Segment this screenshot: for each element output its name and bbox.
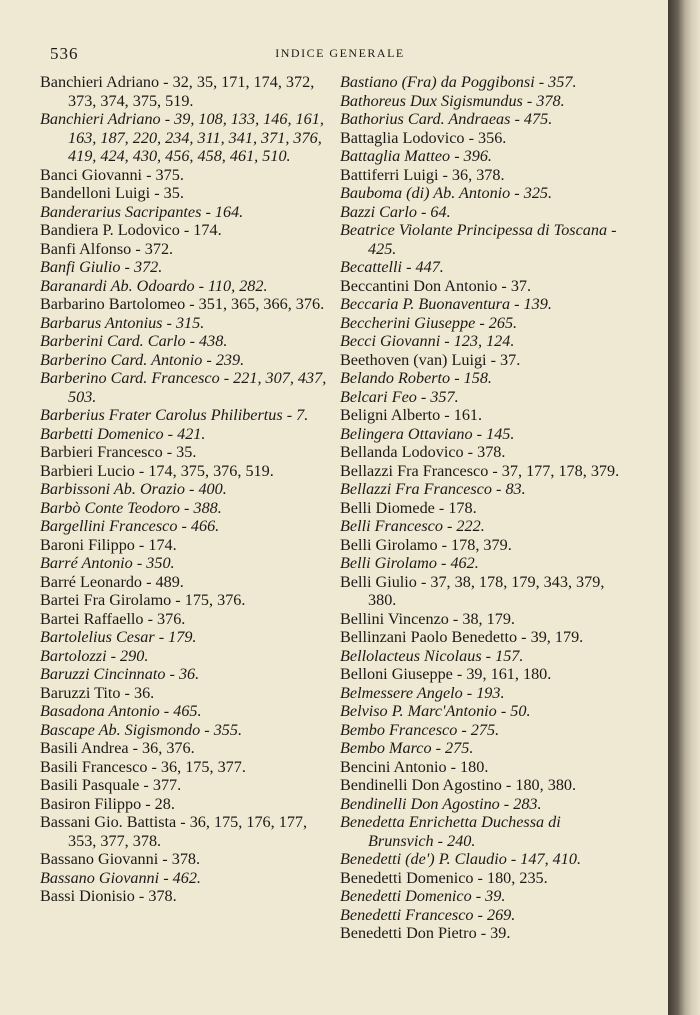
index-entry: Becci Giovanni - 123, 124. [340,332,515,350]
index-entry: Bathorius Card. Andraeas - 475. [340,110,553,128]
index-entry: Bastiano (Fra) da Poggibonsi - 357. [340,73,577,91]
index-entry: Banfi Alfonso - 372. [40,239,174,258]
index-entry: Barbissoni Ab. Orazio - 400. [40,480,227,498]
index-entry: Battaglia Lodovico - 356. [340,128,507,147]
index-column-right [340,73,628,943]
index-entry: Bellinzani Paolo Benedetto - 39, 179. [340,628,584,646]
index-entry: Baranardi Ab. Odoardo - 110, 282. [40,276,268,295]
index-entry: Bellazzi Fra Francesco - 83. [340,480,526,498]
index-entry: Barbieri Francesco - 35. [40,443,197,461]
index-column-left [40,73,328,906]
index-entry: Bembo Marco - 275. [340,739,474,757]
index-entry: Barbetti Domenico - 421. [40,424,206,443]
index-entry: Belloni Giuseppe - 39, 161, 180. [340,665,552,683]
index-entry: Belli Diomede - 178. [340,498,477,517]
index-entry: Barberini Card. Carlo - 438. [40,332,228,350]
index-entry: Bassano Giovanni - 462. [40,868,201,887]
index-entry: Basili Francesco - 36, 175, 377. [40,757,246,776]
index-entry: Bassani Gio. Battista - 36, 175, 176, 177, 353, 377, 378. [40,813,308,850]
index-entry: Belando Roberto - 158. [340,369,492,387]
index-entry: Banchieri Adriano - 32, 35, 171, 174, 372, 373, 374, 375, 519. [40,73,315,110]
index-entry: Baruzzi Cincinnato - 36. [40,665,200,683]
index-entry: Becattelli - 447. [340,258,444,276]
index-entry: Beethoven (van) Luigi - 37. [340,350,521,369]
index-entry: Bandiera P. Lodovico - 174. [40,221,222,239]
index-entry: Banchieri Adriano - 39, 108, 133, 146, 161, 163, 187, 220, 234, 311, 341, 371, 376, 419, 424, 430, 456, 458, 461, 510. [40,110,324,165]
index-entry: Benedetti Don Pietro - 39. [340,924,511,942]
index-entry: Barré Leonardo - 489. [40,572,184,591]
index-entry: Bartei Raffaello - 376. [40,609,186,628]
index-entry: Bendinelli Don Agostino - 283. [340,794,542,813]
index-entry: Barbarino Bartolomeo - 351, 365, 366, 376. [40,295,325,313]
index-entry: Barré Antonio - 350. [40,554,175,572]
index-entry: Basadona Antonio - 465. [40,702,202,720]
index-entry: Bembo Francesco - 275. [340,720,500,739]
index-entry: Barbò Conte Teodoro - 388. [40,498,222,517]
index-entry: Belmessere Angelo - 193. [340,683,505,702]
index-entry: Bendinelli Don Agostino - 180, 380. [340,776,577,794]
index-entry: Bellolacteus Nicolaus - 157. [340,646,524,665]
index-entry: Belviso P. Marc'Antonio - 50. [340,702,531,720]
index-entry: Baruzzi Tito - 36. [40,683,155,702]
index-entry: Beatrice Violante Principessa di Toscana - 425. [340,221,617,258]
index-entry: Benedetti (de') P. Claudio - 147, 410. [340,850,581,868]
index-entry: Belli Girolamo - 462. [340,554,479,572]
index-entry: Bargellini Francesco - 466. [40,517,220,535]
index-entry: Bandelloni Luigi - 35. [40,184,184,202]
index-entry: Battaglia Matteo - 396. [340,147,492,165]
index-entry: Beccaria P. Buonaventura - 139. [340,295,552,313]
running-head [50,44,630,64]
index-entry: Belli Giulio - 37, 38, 178, 179, 343, 379, 380. [340,572,605,609]
index-entry: Bellanda Lodovico - 378. [340,443,506,461]
book-binding-edge [668,0,700,1015]
index-entry: Baroni Filippo - 174. [40,535,177,554]
index-entry: Belingera Ottaviano - 145. [340,424,515,443]
index-entry: Barberino Card. Antonio - 239. [40,350,245,369]
index-entry: Beccherini Giuseppe - 265. [340,313,518,332]
index-entry: Bascape Ab. Sigismondo - 355. [40,720,243,739]
index-entry: Benedetti Domenico - 180, 235. [340,868,548,887]
index-entry: Bellini Vincenzo - 38, 179. [340,609,515,628]
index-entry: Benedetta Enrichetta Duchessa di Brunsvich - 240. [340,813,561,850]
index-entry: Benedetti Domenico - 39. [340,887,506,905]
index-entry: Barbarus Antonius - 315. [40,313,205,332]
index-entry: Banfi Giulio - 372. [40,258,163,276]
index-entry: Bartolozzi - 290. [40,646,149,665]
index-entry: Belli Francesco - 222. [340,517,485,535]
index-entry: Belcari Feo - 357. [340,387,459,406]
index-entry: Benedetti Francesco - 269. [340,905,516,924]
index-entry: Beligni Alberto - 161. [340,406,483,424]
page-number: 536 [50,44,79,63]
index-entry: Beccantini Don Antonio - 37. [340,276,532,295]
index-entry: Barberino Card. Francesco - 221, 307, 437, 503. [40,369,327,406]
index-entry: Bartei Fra Girolamo - 175, 376. [40,591,246,609]
index-entry: Basili Pasquale - 377. [40,776,182,794]
index-entry: Bassi Dionisio - 378. [40,887,177,905]
index-entry: Bauboma (di) Ab. Antonio - 325. [340,184,553,202]
section-title: INDICE GENERALE [275,46,405,60]
index-entry: Banderarius Sacripantes - 164. [40,202,244,221]
index-entry: Belli Girolamo - 178, 379. [340,535,512,554]
index-entry: Banci Giovanni - 375. [40,165,184,184]
index-entry: Bartolelius Cesar - 179. [40,628,197,646]
index-entry: Barberius Frater Carolus Philibertus - 7. [40,406,309,424]
index-entry: Bassano Giovanni - 378. [40,850,201,868]
index-entry: Basili Andrea - 36, 376. [40,739,195,757]
index-entry: Basiron Filippo - 28. [40,794,175,813]
index-entry: Battiferri Luigi - 36, 378. [340,165,505,184]
index-entry: Bencini Antonio - 180. [340,757,489,776]
index-entry: Bellazzi Fra Francesco - 37, 177, 178, 379. [340,461,620,480]
index-entry: Bazzi Carlo - 64. [340,202,451,221]
index-entry: Barbieri Lucio - 174, 375, 376, 519. [40,461,274,480]
index-entry: Bathoreus Dux Sigismundus - 378. [340,91,565,110]
